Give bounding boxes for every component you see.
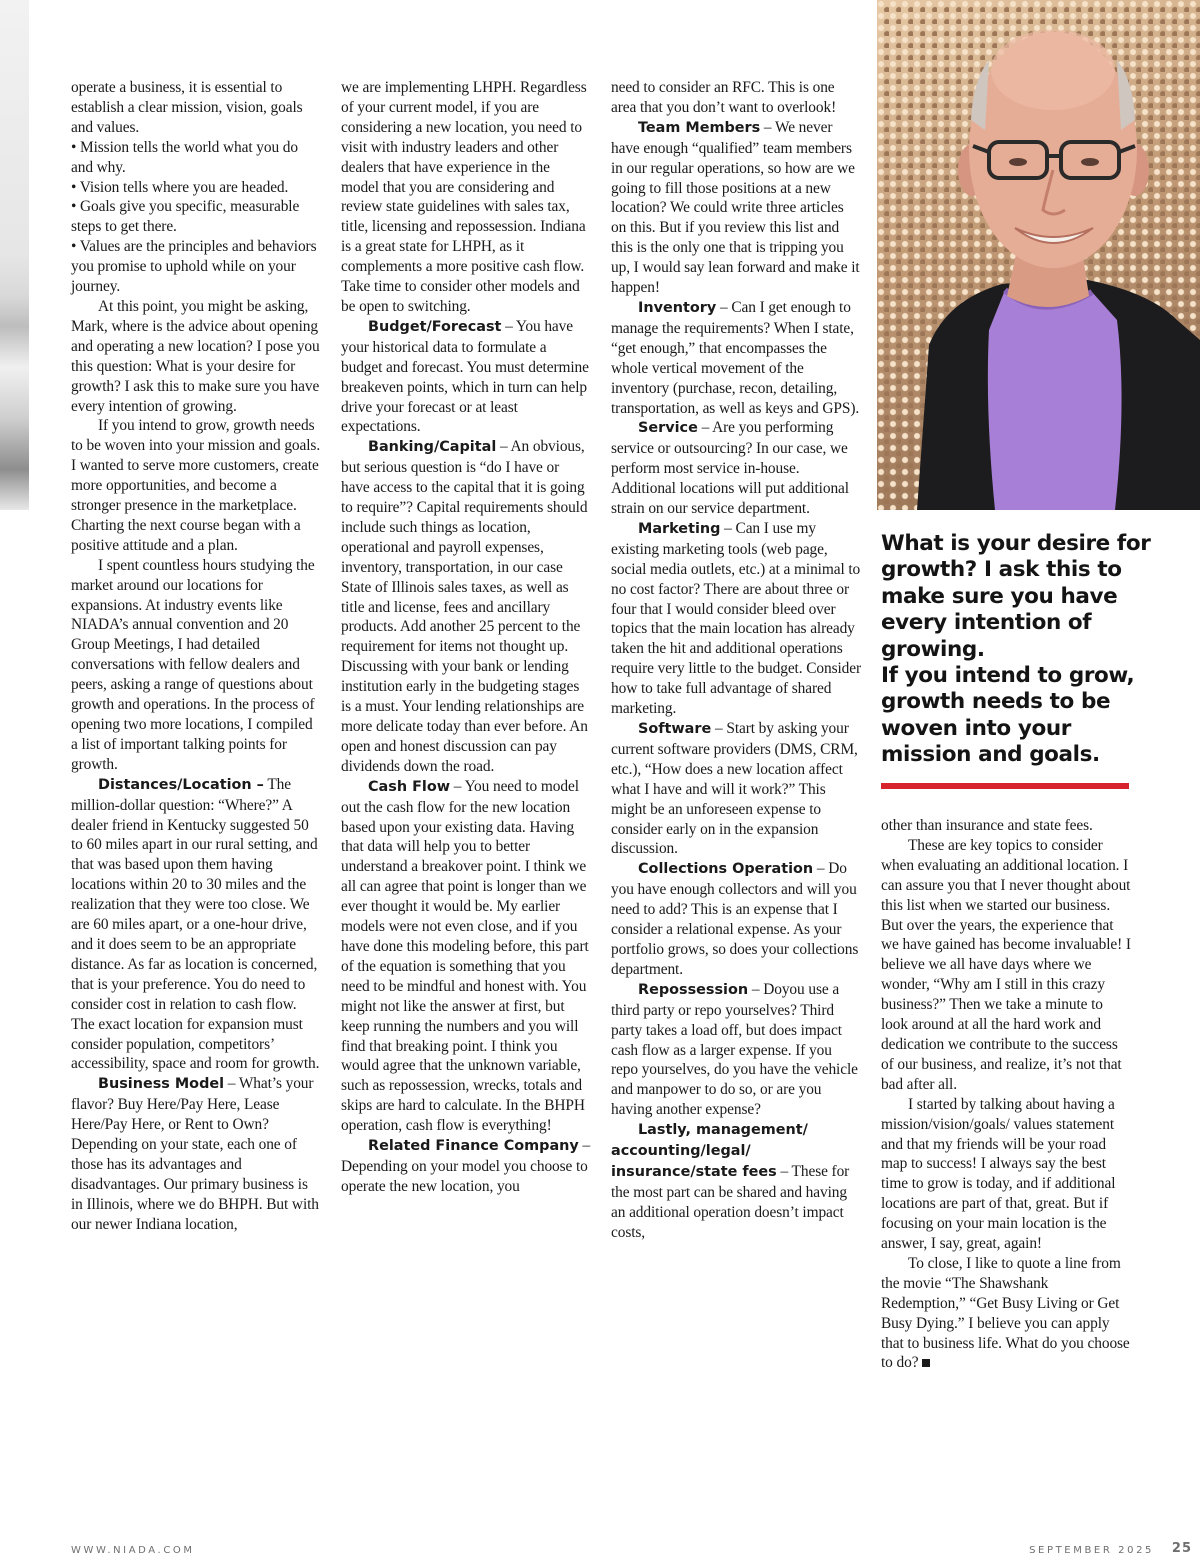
topic-paragraph xyxy=(611,980,861,1120)
bullet-item: • Values are the principles and behaviors you promise to uphold while on your journey. xyxy=(71,238,317,296)
article-column-2 xyxy=(341,78,591,1197)
topic-body: The million-dollar question: “Where?” A dealer friend in Kentucky suggested 50 to 60 miles apart in our rural setting, and that was based upon them having locations within 20 to 30 miles and the realization that they were too close. We are 60 miles apart, or a one-hour drive, and it does seem to be an appropriate distance. As far as location is concerned, that is your preference. You do need to consider cost in relation to cash flow. The exact location for expansion must consider population, competitors’ accessibility, space and room for growth. xyxy=(71,775,320,1073)
page-number: 25 xyxy=(1171,1541,1192,1556)
pull-quote-rule xyxy=(881,783,1129,789)
article-column-3 xyxy=(611,78,861,1243)
topic-paragraph xyxy=(341,317,591,437)
topic-paragraph xyxy=(611,118,861,298)
topic-body: – Start by asking your current software providers (DMS, CRM, etc.), “How does a new location affect what I have and will it work?” This might be an unforeseen expense to consider early on in the expansion discussion. xyxy=(611,720,858,858)
topic-body: – You have your historical data to formulate a budget and forecast. You must determine breakeven points, which in turn can help drive your forecast or at least expectations. xyxy=(341,317,589,436)
topic-heading: Repossession xyxy=(638,981,749,998)
topic-paragraph xyxy=(71,1074,321,1234)
topic-heading: Banking/Capital xyxy=(368,439,497,456)
bullet-item: • Mission tells the world what you do and why. xyxy=(71,138,298,176)
topic-paragraph xyxy=(611,719,861,859)
topic-paragraph xyxy=(611,1120,861,1242)
topic-heading: Lastly, management/ accounting/legal/ insurance/state fees xyxy=(611,1122,808,1180)
body-paragraph: operate a business, it is essential to establish a clear mission, vision, goals and values. xyxy=(71,79,303,136)
topic-body: – An obvious, but serious question is “do I have or have access to the capital that it is going to require”? Capital requirements should include such things as location, operational and payroll expenses, inventory, transportation, in our case State of Illinois sales taxes, as well as title and license, fees and ancillary products. Add another 25 percent to the requirement for items not thought up. Discussing with your bank or lending institution early in the budgeting stages is a must. Your lending relationships are more delicate today than ever before. An open and honest discussion can pay dividends down the road. xyxy=(341,438,588,775)
topic-paragraph xyxy=(611,418,861,519)
topic-heading: Inventory xyxy=(638,299,717,316)
topic-body: – Doyou use a third party or repo yourselves? Third party takes a load off, but does impact cash flow as a larger expense. If you repo yourselves, do you have the vehicle and manpower to do so, or are you having another expense? xyxy=(611,980,858,1119)
topic-paragraph xyxy=(611,519,861,719)
topic-paragraph xyxy=(341,1136,591,1197)
topic-heading: Cash Flow xyxy=(368,778,451,795)
body-paragraph: need to consider an RFC. This is one area that you don’t want to overlook! xyxy=(611,79,837,116)
topic-body: – Depending on your model you choose to operate the new location, you xyxy=(341,1137,591,1195)
topic-paragraph xyxy=(341,437,591,776)
topic-paragraph xyxy=(611,859,861,979)
topic-heading: Marketing xyxy=(638,520,721,537)
pull-quote-line-1: What is your desire for growth? I ask this to make sure you have every intention of growing. xyxy=(881,531,1151,662)
topic-heading: Business Model xyxy=(98,1076,225,1093)
topic-heading: Service xyxy=(638,420,698,437)
topic-heading: Budget/Forecast xyxy=(368,318,502,335)
bullet-item: • Goals give you specific, measurable steps to get there. xyxy=(71,198,300,236)
pull-quote-line-2: If you intend to grow, growth needs to be woven into your mission and goals. xyxy=(881,663,1135,768)
adjacent-photo-edge xyxy=(0,0,29,510)
topic-body: – Can I use my existing marketing tools (web page, social media outlets, etc.) at a minimal to no cost factor? There are about three or four that I would consider bleed over topics that the main location has already taken the hit and additional operations require very little to the budget. Consider how to take full advantage of shared marketing. xyxy=(611,519,862,718)
topic-body: – We never have enough “qualified” team members in our regular operations, so how are we going to fill those positions at a new location? We could write three articles on this. But if you review this list and this is the only one that is tripping you up, I would say lean forward and make it happen! xyxy=(611,118,860,297)
topic-body: – These for the most part can be shared and having an additional operation doesn’t impact costs, xyxy=(611,1162,850,1241)
topic-heading: Distances/Location – xyxy=(98,776,264,793)
body-paragraph: I spent countless hours studying the market around our locations for expansions. At industry events like NIADA’s annual convention and 20 Group Meetings, I had detailed conversations with fellow dealers and peers, asking a range of questions about growth and operations. In the process of opening two more locations, I compiled a list of important talking points for growth. xyxy=(71,556,315,773)
end-of-article-mark xyxy=(922,1359,930,1367)
body-paragraph: To close, I like to quote a line from the movie “The Shawshank Redemption,” “Get Busy Living or Get Busy Dying.” I believe you can apply that to business life. What do you choose to do? xyxy=(881,1254,1130,1372)
pull-quote xyxy=(881,531,1151,769)
portrait-illustration xyxy=(877,0,1200,510)
body-paragraph: I started by talking about having a mission/vision/goals/ values statement and that my friends will be your road map to success! I always say the best time to grow is today, and if additional locations are part of that, great. But if focusing on your main location is the answer, I say, great, again! xyxy=(881,1095,1116,1253)
body-paragraph: These are key topics to consider when evaluating an additional location. I can assure you that I never thought about this list when we started our business. But over the years, the experience that we have gained has become invaluable! I believe we all have days where we wonder, “Why am I still in this crazy business?” Then we take a minute to look around at all the hard work and dedication we contribute to the success of our business, and realize, it’s not that bad after all. xyxy=(881,836,1131,1093)
body-paragraph: we are implementing LHPH. Regardless of your current model, if you are considering a new location, you need to visit with industry leaders and other dealers that have experience in the model that you are considering and review state guidelines with sales tax, title, licensing and repossession. Indiana is a great state for LHPH, as it complements a more positive cash flow. Take time to consider other models and be open to switching. xyxy=(341,79,587,315)
article-column-4 xyxy=(881,816,1131,1373)
topic-paragraph xyxy=(611,298,861,418)
bullet-item: • Vision tells where you are headed. xyxy=(71,178,289,196)
topic-heading: Collections Operation xyxy=(638,861,814,878)
topic-body: – Can I get enough to manage the requirements? When I state, “get enough,” that encompasses the whole vertical movement of the inventory (purchase, recon, detailing, transportation, as well as keys and GPS). xyxy=(611,298,860,417)
body-paragraph: other than insurance and state fees. xyxy=(881,817,1093,834)
article-column-1 xyxy=(71,78,321,1235)
topic-heading: Related Finance Company xyxy=(368,1138,579,1155)
topic-heading: Team Members xyxy=(638,119,761,136)
body-paragraph: If you intend to grow, growth needs to be woven into your mission and goals. I wanted to serve more customers, create more opportunities, and become a stronger presence in the marketplace. Charting the next course began with a positive attitude and a plan. xyxy=(71,417,321,554)
topic-paragraph xyxy=(71,775,321,1075)
topic-body: – Do you have enough collectors and will you need to add? This is an expense that I consider a relational expense. As your portfolio grows, so does your collections department. xyxy=(611,860,859,978)
footer-issue-date: SEPTEMBER 2025 xyxy=(1029,1545,1154,1556)
body-paragraph: At this point, you might be asking, Mark, where is the advice about opening and operating a new location? I pose you this question: What is your desire for growth? I ask this to make sure you have every intention of growing. xyxy=(71,297,320,415)
topic-paragraph xyxy=(341,777,591,1136)
topic-body: – What’s your flavor? Buy Here/Pay Here, Lease Here/Pay Here, or Rent to Own? Depending on your state, each one of those has its advantages and disadvantages. Our primary business is in Illinois, where we do BHPH. But with our newer Indiana location, xyxy=(71,1075,319,1233)
footer-website: WWW.NIADA.COM xyxy=(71,1545,195,1556)
topic-heading: Software xyxy=(638,721,712,737)
topic-body: – Are you performing service or outsourcing? In our case, we perform most service in-house. Additional locations will put additional strain on our service department. xyxy=(611,419,849,518)
topic-body: – You need to model out the cash flow for the new location based upon your existing data. Having that data will help you to better understand a breakover point. I think we all can agree that point is longer than we ever thought it would be. My earlier models were not even close, and if you have done this modeling before, this part of the equation is something that you need to be mindful and honest with. You might not like the answer at first, but keep running the numbers and you will find that breaking point. I think you would agree that the unknown variable, such as repossession, wrecks, totals and skips are hard to calculate. In the BHPH operation, cash flow is everything! xyxy=(341,777,589,1135)
author-portrait xyxy=(877,0,1200,510)
